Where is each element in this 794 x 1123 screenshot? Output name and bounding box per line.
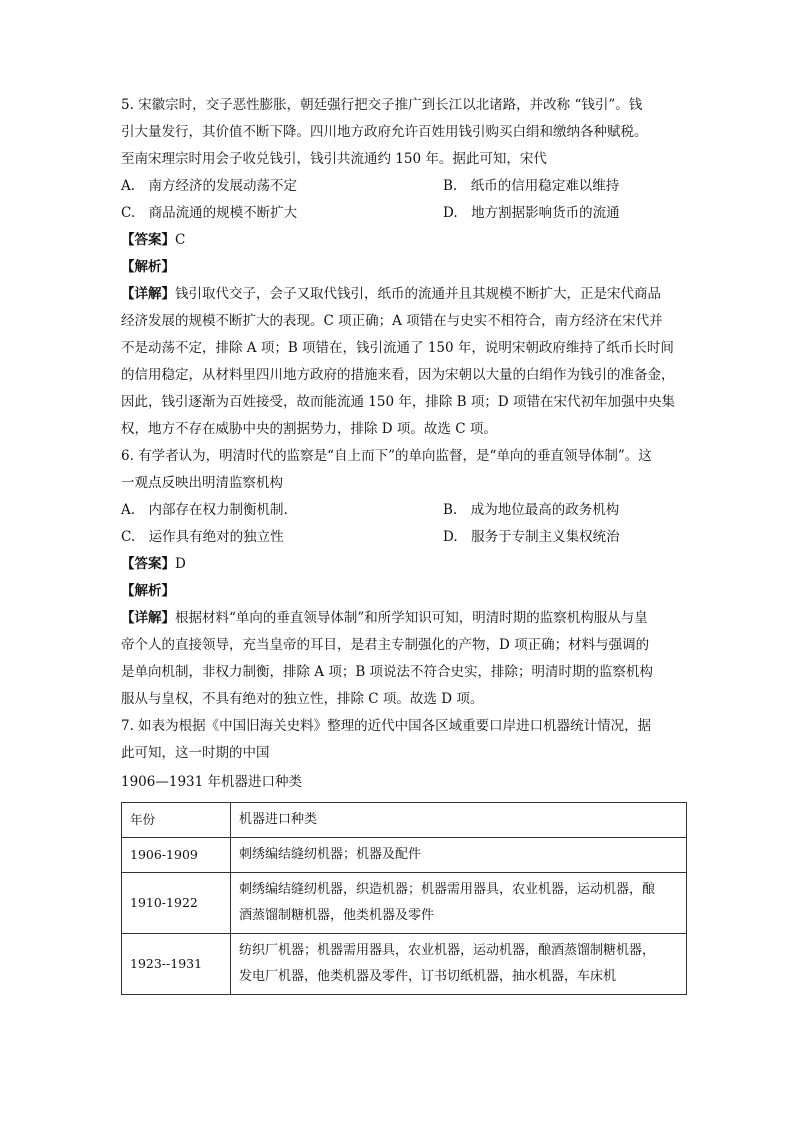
option-d: D. 服务于专制主义集权统治 — [443, 529, 620, 545]
stem-line: 5. 宋徽宗时，交子恶性膨胀，朝廷强行把交子推广到长江以北诸路，并改称 “钱引”。钱 — [121, 97, 643, 113]
option-b: B. 成为地位最高的政务机构 — [443, 502, 620, 518]
types-line: 纺织厂机器；机器需用器具，农业机器，运动机器，酿酒蒸馏制糖机器， — [239, 943, 656, 958]
detail-line: 帝个人的直接领导，充当皇帝的耳目，是君主专制强化的产物，D 项正确；材料与强调的 — [121, 637, 650, 653]
types-line: 刺绣编结缝纫机器，织造机器；机器需用器具，农业机器，运动机器，酿 — [239, 882, 656, 897]
answer-label: 【答案】 — [121, 556, 175, 572]
stem-line: 至南宋理宗时用会子收兑钱引，钱引共流通约 150 年。据此可知，宋代 — [121, 151, 547, 167]
detail-line: 权，地方不存在威胁中央的割据势力，排除 D 项。故选 C 项。 — [121, 421, 497, 437]
detail-line: 因此，钱引逐渐为百姓接受，故而能流通 150 年，排除 B 项；D 项错在宋代初年加强中央集 — [121, 394, 675, 410]
stem-line: 7. 如表为根据《中国旧海关史料》整理的近代中国各区域重要口岸进口机器统计情况，据 — [121, 718, 652, 734]
table-row — [122, 838, 687, 873]
detail-line: 不是动荡不定，排除 A 项；B 项错在，钱引流通了 150 年，说明宋朝政府维持了纸币长时间 — [121, 340, 674, 356]
stem-line: 6. 有学者认为，明清时代的监察是“自上而下”的单向监督，是“单向的垂直领导体制”。这 — [121, 448, 652, 464]
types-line: 酒蒸馏制糖机器，他类机器及零件 — [239, 908, 435, 923]
option-d: D. 地方割据影响货币的流通 — [443, 205, 620, 221]
answer-label: 【答案】 — [121, 232, 175, 248]
stem-line: 引大量发行，其价值不断下降。四川地方政府允许百姓用钱引购买白绢和缴纳各种赋税。 — [121, 124, 648, 140]
stem-line: 一观点反映出明清监察机构 — [121, 475, 283, 491]
question-5-stem — [121, 92, 687, 173]
option-a: A. 内部存在权力制衡机制. — [121, 502, 288, 518]
types-cell — [231, 838, 687, 873]
table-row — [122, 934, 687, 995]
option-c: C. 运作具有绝对的独立性 — [121, 529, 284, 545]
option-b: B. 纸币的信用稳定难以维持 — [443, 178, 620, 194]
answer-value: D — [175, 556, 186, 572]
detail-line: 钱引取代交子，会子又取代钱引，纸币的流通并且其规模不断扩大，正是宋代商品 — [175, 286, 661, 302]
table-caption: 1906—1931 年机器进口种类 — [121, 774, 303, 790]
answer-line — [121, 227, 687, 254]
year-cell: 1923--1931 — [122, 934, 231, 995]
question-6-options — [121, 497, 687, 551]
question-6-stem — [121, 443, 687, 497]
detail-line: 是单向机制，非权力制衡，排除 A 项；B 项说法不符合史实，排除；明清时期的监察机构 — [121, 664, 654, 680]
year-cell: 1906-1909 — [122, 838, 231, 873]
header-cell-types: 机器进口种类 — [231, 803, 687, 838]
question-5-detail — [121, 281, 687, 443]
detail-line: 的信用稳定，从材料里四川地方政府的措施来看，因为宋朝以大量的白绢作为钱引的准备金， — [121, 367, 675, 383]
question-5-options — [121, 173, 687, 227]
year-cell: 1910-1922 — [122, 873, 231, 934]
document-page — [121, 92, 687, 995]
stem-line: 此可知，这一时期的中国 — [121, 745, 270, 761]
types-line: 刺绣编结缝纫机器；机器及配件 — [239, 847, 422, 862]
detail-line: 服从与皇权，不具有绝对的独立性，排除 C 项。故选 D 项。 — [121, 691, 484, 707]
question-7 — [121, 713, 687, 995]
option-a: A. 南方经济的发展动荡不定 — [121, 178, 298, 194]
detail-line: 经济发展的规模不断扩大的表现。C 项正确；A 项错在与史实不相符合，南方经济在宋代并 — [121, 313, 663, 329]
types-cell — [231, 934, 687, 995]
detail-line: 根据材料“单向的垂直领导体制”和所学知识可知，明清时期的监察机构服从与皇 — [175, 610, 648, 626]
types-line: 发电厂机器，他类机器及零件，订书切纸机器，抽水机器，车床机 — [239, 969, 617, 984]
question-5 — [121, 92, 687, 443]
analysis-label: 【解析】 — [121, 259, 175, 275]
header-cell-year: 年份 — [122, 803, 231, 838]
answer-value: C — [175, 232, 186, 248]
detail-label: 【详解】 — [121, 610, 175, 626]
detail-label: 【详解】 — [121, 286, 175, 302]
analysis-label: 【解析】 — [121, 583, 175, 599]
question-7-stem — [121, 713, 687, 767]
types-cell — [231, 873, 687, 934]
answer-line — [121, 551, 687, 578]
question-6-detail — [121, 605, 687, 713]
table-row — [122, 873, 687, 934]
question-6 — [121, 443, 687, 713]
table-header-row — [122, 803, 687, 838]
option-c: C. 商品流通的规模不断扩大 — [121, 205, 298, 221]
machine-import-table — [121, 802, 687, 995]
